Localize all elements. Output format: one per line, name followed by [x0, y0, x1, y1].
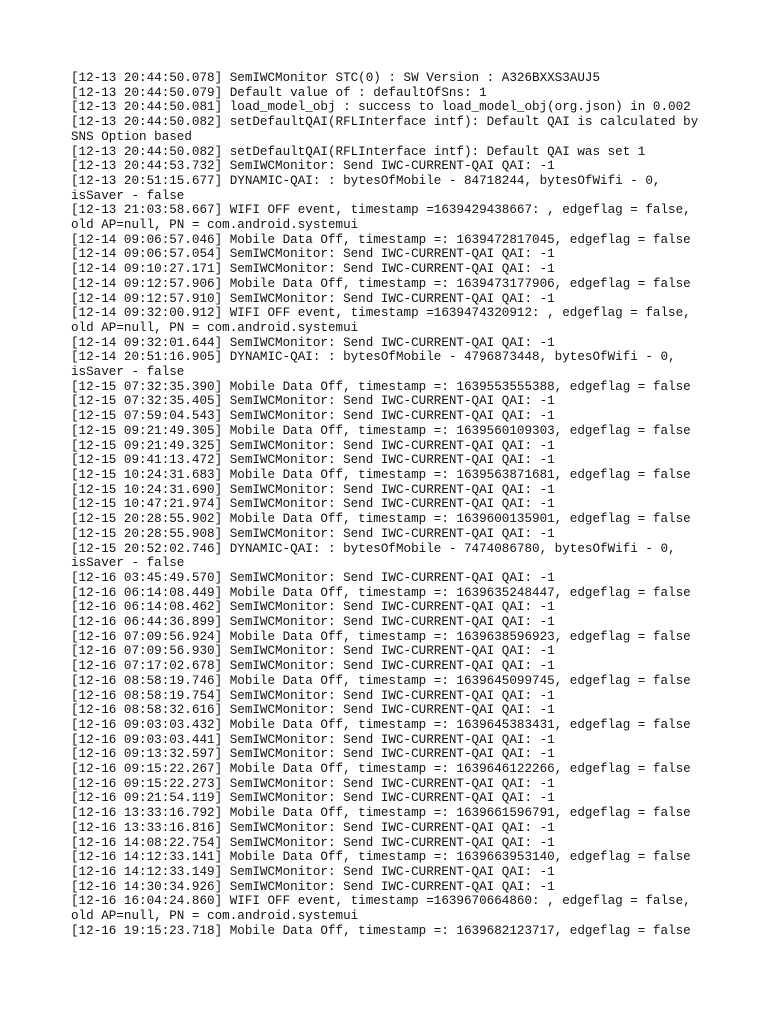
log-line: [12-15 09:41:13.472] SemIWCMonitor: Send IWC-CURRENT-QAI QAI: -1 — [71, 453, 555, 468]
log-line: [12-16 06:14:08.449] Mobile Data Off, timestamp =: 1639635248447, edgeflag = false — [71, 585, 691, 600]
log-line: SNS Option based — [71, 129, 192, 144]
log-line: [12-15 20:52:02.746] DYNAMIC-QAI: : bytesOfMobile - 7474086780, bytesOfWifi - 0, — [71, 541, 676, 556]
log-line: old AP=null, PN = com.android.systemui — [71, 320, 359, 335]
log-line: [12-15 09:21:49.305] Mobile Data Off, timestamp =: 1639560109303, edgeflag = false — [71, 423, 691, 438]
log-line: [12-16 09:13:32.597] SemIWCMonitor: Send IWC-CURRENT-QAI QAI: -1 — [71, 747, 555, 762]
log-line: [12-16 14:30:34.926] SemIWCMonitor: Send IWC-CURRENT-QAI QAI: -1 — [71, 879, 555, 894]
log-line: [12-16 09:15:22.273] SemIWCMonitor: Send IWC-CURRENT-QAI QAI: -1 — [71, 776, 555, 791]
log-line: [12-16 08:58:32.616] SemIWCMonitor: Send IWC-CURRENT-QAI QAI: -1 — [71, 703, 555, 718]
log-line: [12-16 09:03:03.432] Mobile Data Off, timestamp =: 1639645383431, edgeflag = false — [71, 717, 691, 732]
log-line: [12-15 10:24:31.683] Mobile Data Off, timestamp =: 1639563871681, edgeflag = false — [71, 467, 691, 482]
log-line: [12-13 20:44:50.082] setDefaultQAI(RFLInterface intf): Default QAI is calculated by — [71, 115, 699, 130]
log-line: [12-16 14:12:33.141] Mobile Data Off, timestamp =: 1639663953140, edgeflag = false — [71, 850, 691, 865]
log-line: [12-16 09:21:54.119] SemIWCMonitor: Send IWC-CURRENT-QAI QAI: -1 — [71, 791, 555, 806]
log-line: [12-15 10:47:21.974] SemIWCMonitor: Send IWC-CURRENT-QAI QAI: -1 — [71, 497, 555, 512]
log-line: [12-13 20:44:50.079] Default value of : defaultOfSns: 1 — [71, 85, 487, 100]
log-line: [12-15 10:24:31.690] SemIWCMonitor: Send IWC-CURRENT-QAI QAI: -1 — [71, 482, 555, 497]
log-line: [12-16 14:12:33.149] SemIWCMonitor: Send IWC-CURRENT-QAI QAI: -1 — [71, 864, 555, 879]
log-line: old AP=null, PN = com.android.systemui — [71, 909, 359, 924]
log-line: [12-13 20:44:50.082] setDefaultQAI(RFLInterface intf): Default QAI was set 1 — [71, 144, 646, 159]
log-document — [71, 71, 711, 938]
log-line: [12-14 09:06:57.054] SemIWCMonitor: Send IWC-CURRENT-QAI QAI: -1 — [71, 247, 555, 262]
log-line: [12-16 09:03:03.441] SemIWCMonitor: Send IWC-CURRENT-QAI QAI: -1 — [71, 732, 555, 747]
log-line: isSaver - false — [71, 365, 185, 380]
log-line: [12-14 09:12:57.910] SemIWCMonitor: Send IWC-CURRENT-QAI QAI: -1 — [71, 291, 555, 306]
log-line: [12-16 03:45:49.570] SemIWCMonitor: Send IWC-CURRENT-QAI QAI: -1 — [71, 570, 555, 585]
log-line: [12-14 09:12:57.906] Mobile Data Off, timestamp =: 1639473177906, edgeflag = false — [71, 276, 691, 291]
log-line: [12-13 20:44:50.078] SemIWCMonitor STC(0) : SW Version : A326BXXS3AUJ5 — [71, 71, 601, 85]
log-line: [12-16 09:15:22.267] Mobile Data Off, timestamp =: 1639646122266, edgeflag = false — [71, 762, 691, 777]
log-line: [12-13 20:44:50.081] load_model_obj : success to load_model_obj(org.json) in 0.002 — [71, 100, 691, 115]
log-line: [12-16 06:44:36.899] SemIWCMonitor: Send IWC-CURRENT-QAI QAI: -1 — [71, 615, 555, 630]
log-line: [12-15 07:32:35.390] Mobile Data Off, timestamp =: 1639553555388, edgeflag = false — [71, 379, 691, 394]
log-line: [12-15 09:21:49.325] SemIWCMonitor: Send IWC-CURRENT-QAI QAI: -1 — [71, 438, 555, 453]
log-line: [12-14 20:51:16.905] DYNAMIC-QAI: : bytesOfMobile - 4796873448, bytesOfWifi - 0, — [71, 350, 676, 365]
log-line: [12-16 08:58:19.746] Mobile Data Off, timestamp =: 1639645099745, edgeflag = false — [71, 673, 691, 688]
log-line: isSaver - false — [71, 556, 185, 571]
log-line: [12-16 13:33:16.792] Mobile Data Off, timestamp =: 1639661596791, edgeflag = false — [71, 806, 691, 821]
log-line: [12-16 19:15:23.718] Mobile Data Off, timestamp =: 1639682123717, edgeflag = false — [71, 923, 691, 938]
log-line: [12-16 14:08:22.754] SemIWCMonitor: Send IWC-CURRENT-QAI QAI: -1 — [71, 835, 555, 850]
log-line: [12-14 09:32:00.912] WIFI OFF event, timestamp =1639474320912: , edgeflag = false, — [71, 306, 691, 321]
log-line: [12-13 20:44:53.732] SemIWCMonitor: Send IWC-CURRENT-QAI QAI: -1 — [71, 159, 555, 174]
log-line: [12-16 07:09:56.924] Mobile Data Off, timestamp =: 1639638596923, edgeflag = false — [71, 629, 691, 644]
log-line: [12-15 20:28:55.902] Mobile Data Off, timestamp =: 1639600135901, edgeflag = false — [71, 512, 691, 527]
log-line: [12-15 07:32:35.405] SemIWCMonitor: Send IWC-CURRENT-QAI QAI: -1 — [71, 394, 555, 409]
log-line: [12-14 09:06:57.046] Mobile Data Off, timestamp =: 1639472817045, edgeflag = false — [71, 232, 691, 247]
log-lines-container — [71, 71, 711, 938]
log-line: [12-16 16:04:24.860] WIFI OFF event, timestamp =1639670664860: , edgeflag = false, — [71, 894, 691, 909]
log-line: [12-15 07:59:04.543] SemIWCMonitor: Send IWC-CURRENT-QAI QAI: -1 — [71, 409, 555, 424]
log-line: isSaver - false — [71, 188, 185, 203]
log-line: [12-14 09:10:27.171] SemIWCMonitor: Send IWC-CURRENT-QAI QAI: -1 — [71, 262, 555, 277]
log-line: [12-16 07:17:02.678] SemIWCMonitor: Send IWC-CURRENT-QAI QAI: -1 — [71, 659, 555, 674]
log-line: [12-16 13:33:16.816] SemIWCMonitor: Send IWC-CURRENT-QAI QAI: -1 — [71, 820, 555, 835]
log-line: [12-13 21:03:58.667] WIFI OFF event, timestamp =1639429438667: , edgeflag = false, — [71, 203, 691, 218]
log-line: [12-16 06:14:08.462] SemIWCMonitor: Send IWC-CURRENT-QAI QAI: -1 — [71, 600, 555, 615]
log-line: [12-14 09:32:01.644] SemIWCMonitor: Send IWC-CURRENT-QAI QAI: -1 — [71, 335, 555, 350]
log-line: old AP=null, PN = com.android.systemui — [71, 218, 359, 233]
log-line: [12-16 08:58:19.754] SemIWCMonitor: Send IWC-CURRENT-QAI QAI: -1 — [71, 688, 555, 703]
log-line: [12-13 20:51:15.677] DYNAMIC-QAI: : bytesOfMobile - 84718244, bytesOfWifi - 0, — [71, 173, 661, 188]
log-line: [12-15 20:28:55.908] SemIWCMonitor: Send IWC-CURRENT-QAI QAI: -1 — [71, 526, 555, 541]
log-line: [12-16 07:09:56.930] SemIWCMonitor: Send IWC-CURRENT-QAI QAI: -1 — [71, 644, 555, 659]
